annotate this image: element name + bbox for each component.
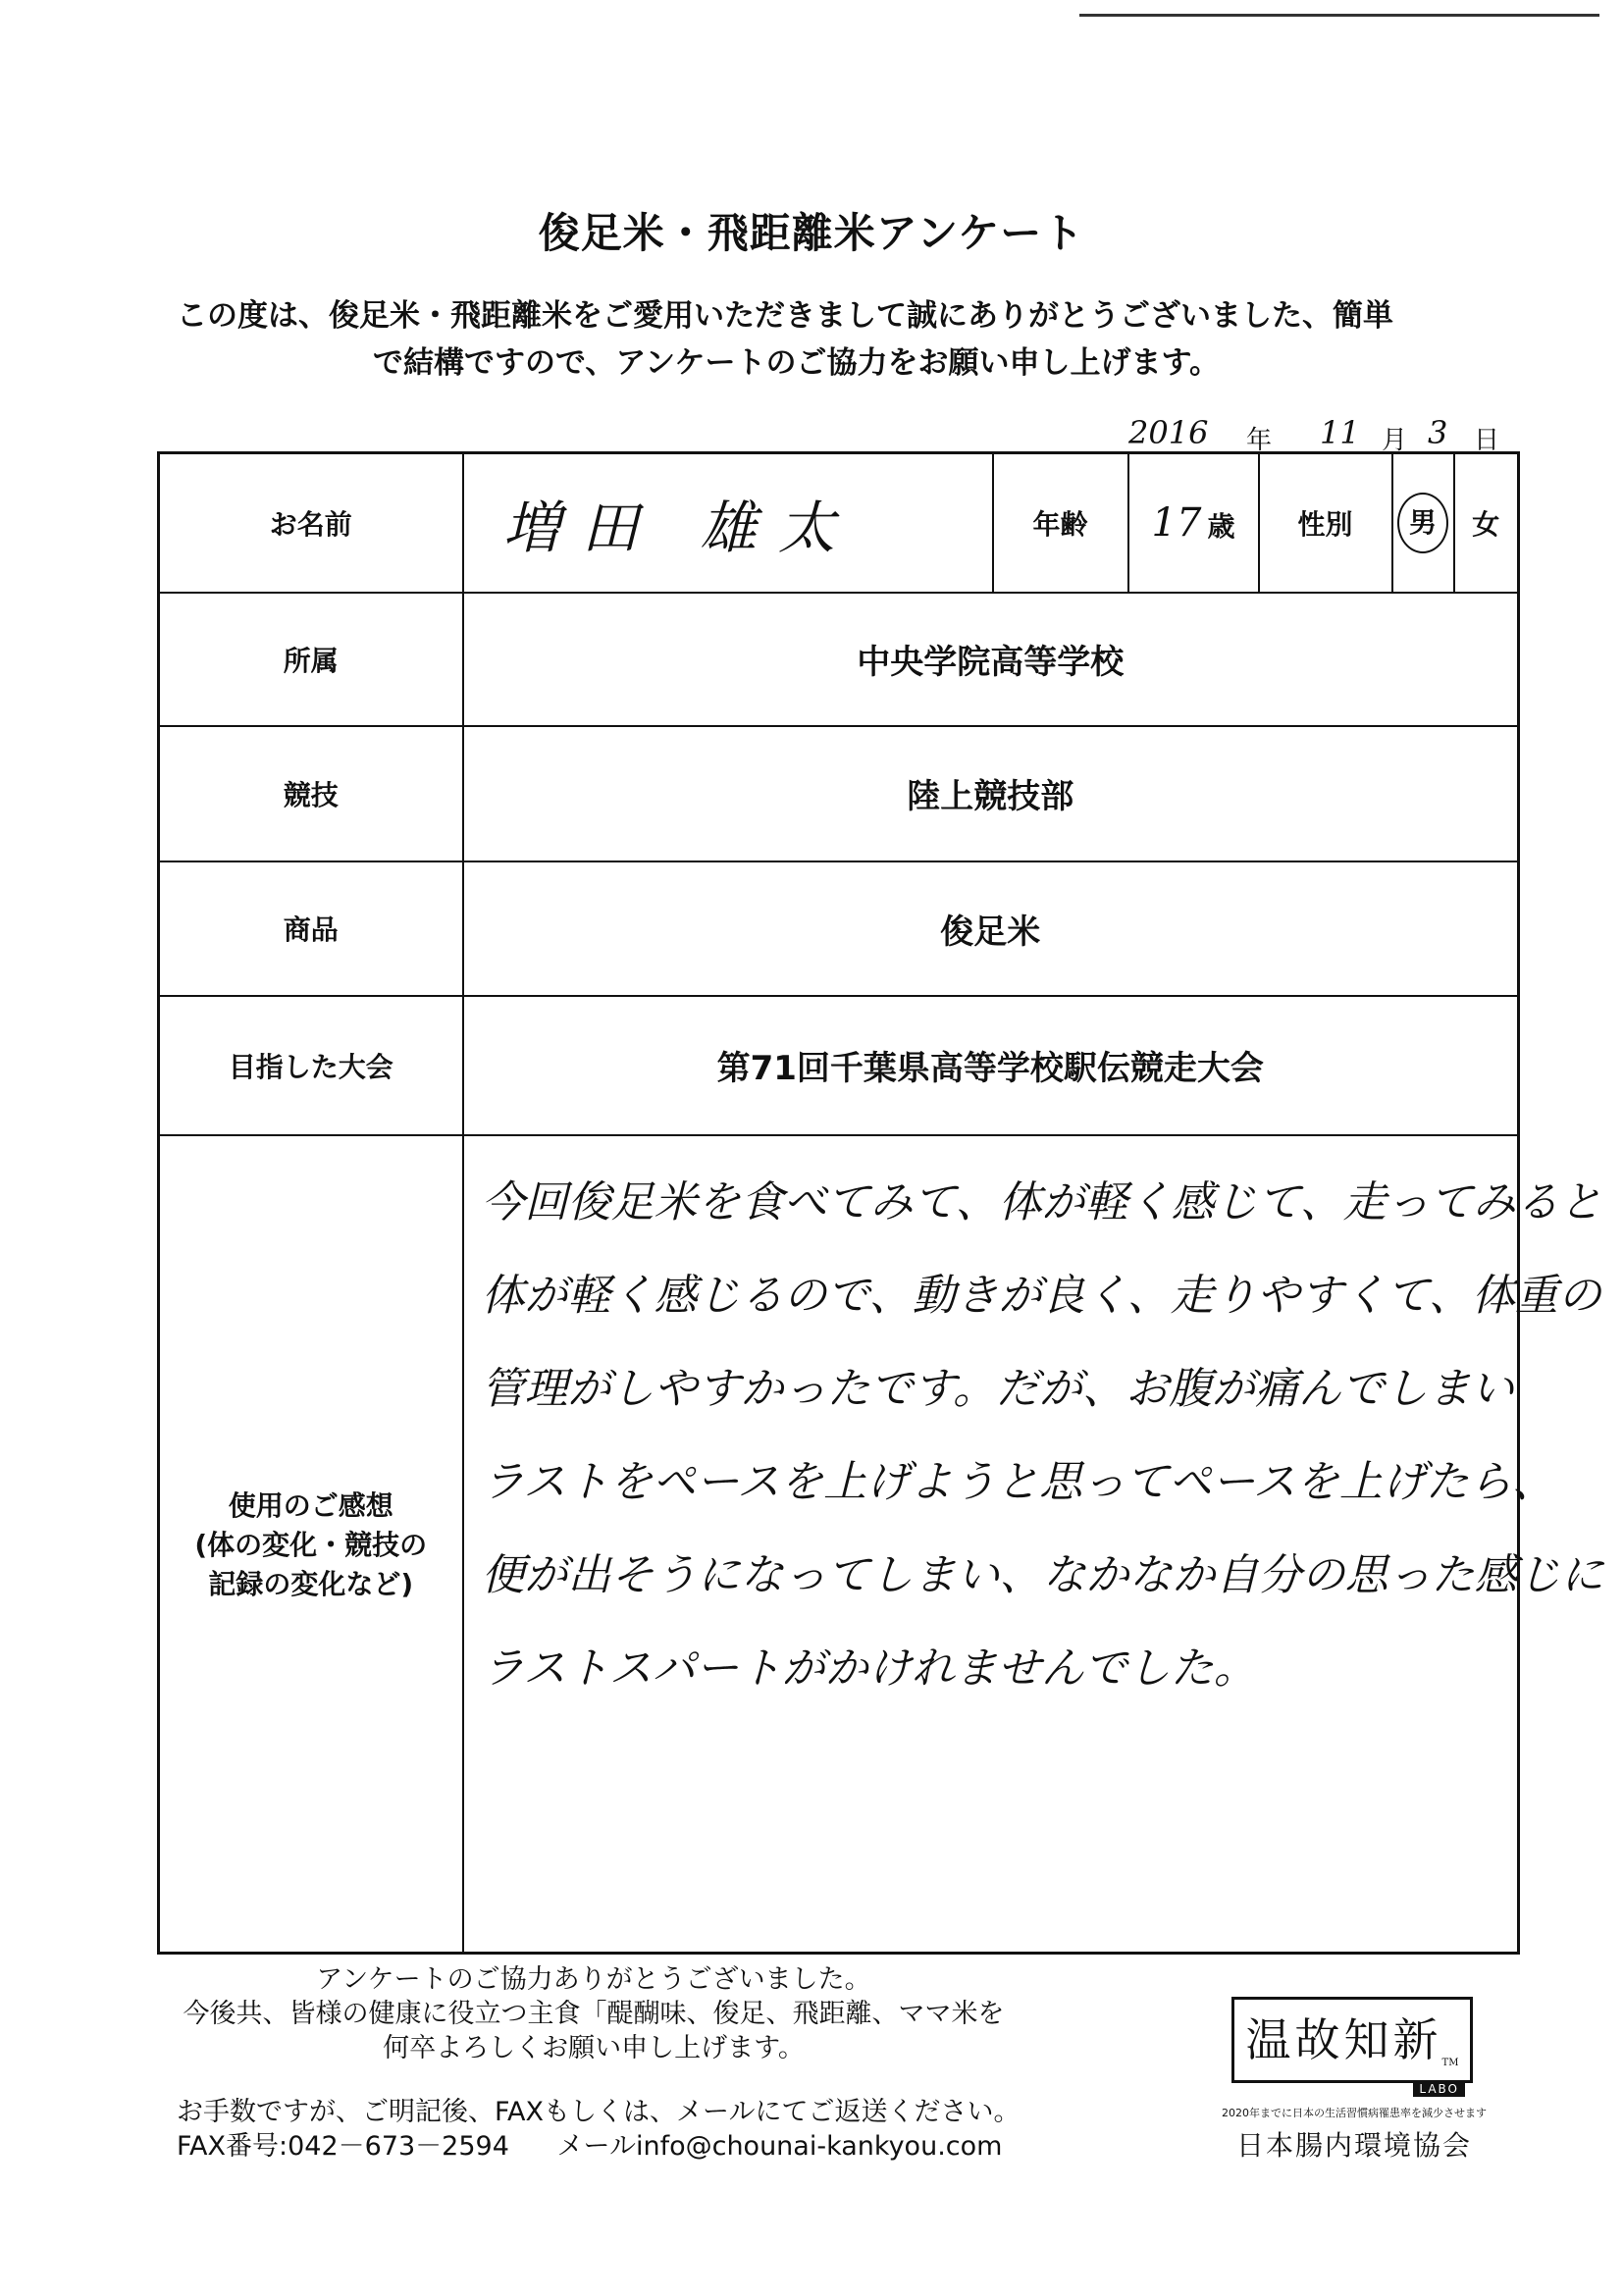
impressions-line-6: ラストスパートがかけれませんでした。 <box>481 1643 1257 1694</box>
logo-mark-text: 温故知新 <box>1245 2013 1442 2066</box>
intro-line-1: この度は、俊足米・飛距離米をご愛用いただきまして誠にありがとうございました、簡単 <box>177 298 1393 334</box>
intro-line-2: で結構ですので、アンケートのご協力をお願い申し上げます。 <box>373 345 1221 381</box>
impressions-line-3: 管理がしやすかったです。だが、お腹が痛んでしまい <box>481 1363 1514 1414</box>
impressions-line-1: 今回俊足米を食べてみて、体が軽く感じて、走ってみると <box>481 1176 1602 1227</box>
impressions-line-5: 便が出そうになってしまい、なかなか自分の思った感じに <box>481 1549 1604 1600</box>
footer <box>177 1962 1060 2164</box>
organization-name: 日本腸内環境協会 <box>1235 2129 1472 2162</box>
date-month-unit: 月 <box>1382 426 1408 455</box>
impressions-field[interactable] <box>463 1135 1604 1954</box>
footer-thanks: アンケートのご協力ありがとうございました。 <box>316 1964 871 1995</box>
event-field[interactable]: 第71回千葉県高等学校駅伝競走大会 <box>463 996 1519 1135</box>
sport-label: 競技 <box>159 726 463 861</box>
date-day-unit: 日 <box>1474 426 1500 455</box>
product-label: 商品 <box>159 861 463 996</box>
sex-male-option[interactable] <box>1392 453 1454 593</box>
intro-text <box>177 292 1492 387</box>
impressions-line-2: 体が軽く感じるので、動きが良く、走りやすくて、体重の <box>481 1270 1601 1321</box>
age-field[interactable] <box>1128 453 1259 593</box>
footer-line-3: 何卒よろしくお願い申し上げます。 <box>383 2033 805 2063</box>
footer-contact <box>177 2129 1060 2164</box>
product-field[interactable]: 俊足米 <box>463 861 1519 996</box>
impressions-label <box>159 1135 463 1954</box>
date-month: 11 <box>1320 414 1360 451</box>
survey-title: 俊足米・飛距離米アンケート <box>538 209 1085 257</box>
impressions-label-line-1: 使用のご感想 <box>228 1489 393 1523</box>
name-field[interactable]: 増田 雄太 <box>463 453 993 593</box>
logo-tagline: 2020年までに日本の生活習慣病罹患率を減少させます <box>1222 2107 1487 2119</box>
sex-label: 性別 <box>1259 453 1392 593</box>
age-unit: 歳 <box>1207 509 1235 543</box>
impressions-label-line-3: 記録の変化など) <box>208 1568 414 1601</box>
age-label: 年齢 <box>993 453 1128 593</box>
fax-number: FAX番号:042－673－2594 <box>177 2131 509 2162</box>
sex-male-circled: 男 <box>1397 493 1448 553</box>
affiliation-label: 所属 <box>159 593 463 726</box>
organization-logo <box>1222 1997 1487 2162</box>
impressions-label-line-2: (体の変化・競技の <box>194 1529 428 1562</box>
footer-line-2: 今後共、皆様の健康に役立つ主食「醍醐味、俊足、飛距離、ママ米を <box>183 1999 1005 2029</box>
top-rule <box>1079 14 1599 17</box>
impressions-line-4: ラストをペースを上げようと思ってペースを上げたら、 <box>481 1456 1555 1507</box>
sport-field[interactable]: 陸上競技部 <box>463 726 1519 861</box>
logo-mark <box>1231 1997 1473 2083</box>
name-label: お名前 <box>159 453 463 593</box>
logo-tm: TM <box>1441 2058 1459 2069</box>
affiliation-field[interactable]: 中央学院高等学校 <box>463 593 1519 726</box>
date-year-unit: 年 <box>1246 426 1273 455</box>
date-day: 3 <box>1428 414 1448 451</box>
logo-labo-tag: LABO <box>1413 2081 1465 2097</box>
event-label: 目指した大会 <box>159 996 463 1135</box>
footer-send-instructions: お手数ですが、ご明記後、FAXもしくは、メールにてご返送ください。 <box>177 2097 1021 2127</box>
date-year: 2016 <box>1128 414 1209 451</box>
age-value: 17 <box>1151 499 1202 546</box>
survey-form <box>157 451 1604 1955</box>
sex-female-option[interactable]: 女 <box>1454 453 1519 593</box>
email-address[interactable]: メールinfo@chounai-kankyou.com <box>556 2131 1003 2162</box>
